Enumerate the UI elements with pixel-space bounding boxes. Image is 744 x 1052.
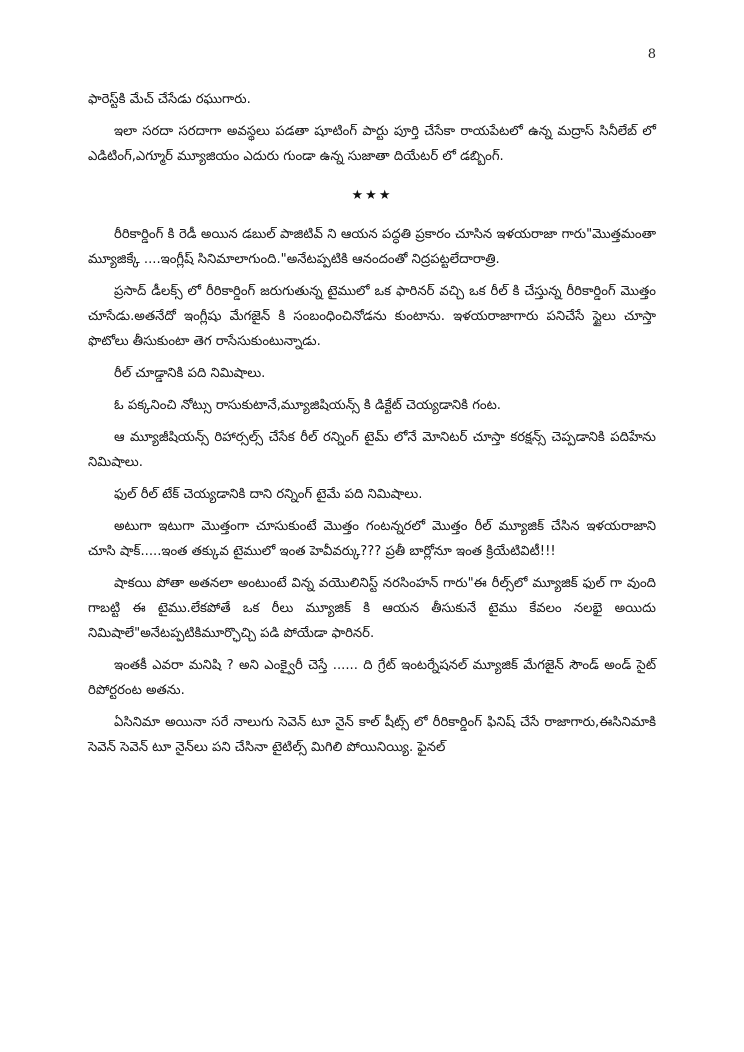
section-separator: ★★★ (351, 188, 393, 203)
page-number: 8 (647, 47, 656, 62)
paragraph: అటుగా ఇటుగా మొత్తంగా చూసుకుంటే మొత్తం గంటన్నరలో మొత్తం రీల్ మ్యూజిక్ చేసిన ఇళయరాజాని చూసి షాక్.....ఇంత తక్కువ టైములో ఇంత హెవీవర్కు??? ప్రతీ బార్లోనూ ఇంత క్రియేటివిటీ!!! (88, 519, 656, 559)
paragraph: ఇలా సరదా సరదాగా అవస్థలు పడతా షూటింగ్ పార్టు పూర్తి చేసేకా రాయపేటలో ఉన్న మద్రాస్ సినీలేబ్ లో ఎడిటింగ్,ఎగ్మూర్ మ్యూజియం ఎదురు గుండా ఉన్న సుజాతా దియేటర్ లో డబ్బింగ్. (88, 124, 656, 164)
paragraph: ప్రసాద్ డీలక్స్ లో రీరికార్డింగ్ జరుగుతున్న టైములో ఒక ఫారినర్ వచ్చి ఒక రీల్ కి చేస్తున్న రీరికార్డింగ్ మొత్తం చూసేడు.అతనేదో ఇంగ్లీషు మేగజైన్ కి సంబంధించినోడను కుంటాను. ఇళయరాజాగారు పనిచేసే స్టైలు చూస్తా ఫొటోలు తీసుకుంటా తెగ రాసేసుకుంటున్నాడు. (88, 284, 656, 349)
body-text (88, 87, 656, 767)
paragraph: ఆ మ్యూజీషియన్స్ రిహార్సల్స్ చేసేక రీల్ రన్నింగ్ టైమ్ లోనే మోనిటర్ చూస్తా కరక్షన్స్ చెప్పడానికి పదిహేను నిమిషాలు. (88, 430, 656, 470)
paragraph: ఓ పక్కనించి నోట్సు రాసుకుటానే,మ్యూజిషియన్స్ కి డిక్టేట్ చెయ్యడానికి గంట. (114, 398, 501, 413)
paragraph: ఏసినిమా అయినా సరే నాలుగు సెవెన్ టూ నైన్ కాల్ షీట్స్ లో రీరికార్డింగ్ ఫినిష్ చేసే రాజాగారు,ఈసినిమాకి సెవెన్ సెవెన్ టూ నైన్‌లు పని చేసినా టైటిల్స్ మిగిలి పోయినియ్యి. ఫైనల్ (88, 715, 656, 755)
paragraph: రీల్ చూడ్డానికి పది నిమిషాలు. (114, 366, 266, 381)
paragraph: రీరికార్డింగ్ కి రెడీ అయిన డబుల్ పాజిటివ్ ని ఆయన పద్ధతి ప్రకారం చూసిన ఇళయరాజా గారు"మొత్తమంతా మ్యూజిక్కే ....ఇంగ్లీష్ సినిమాలాగుంది."అనేటప్పటికి ఆనందంతో నిద్రపట్టలేదారాత్రి. (88, 227, 656, 267)
paragraph: షాకయి పోతా అతనలా అంటుంటే విన్న వయొలినిస్ట్ నరసింహన్ గారు"ఈ రీల్స్‌లో మ్యూజిక్ ఫుల్ గా వుంది గాబట్టి ఈ టైము.లేకపోతే ఒక రీలు మ్యూజిక్ కి ఆయన తీసుకునే టైము కేవలం నలభై అయిదు నిమిషాలే"అనేటప్పటికిమూర్ఛొచ్చి పడి పోయేడా ఫారినర్. (88, 576, 656, 641)
paragraph: ఇంతకీ ఎవరా మనిషి ? అని ఎంక్వైరీ చెస్తే ...... ది గ్రేట్ ఇంటర్నేషనల్ మ్యూజిక్ మేగజైన్ సౌండ్ అండ్ సైట్ రిపోర్టరంట అతను. (88, 658, 656, 698)
paragraph: ఫారెస్ట్‌కి మేచ్ చేసేడు రఘుగారు. (88, 92, 251, 107)
paragraph: ఫుల్ రీల్ టేక్ చెయ్యడానికి దాని రన్నింగ్ టైమే పది నిమిషాలు. (114, 487, 423, 502)
